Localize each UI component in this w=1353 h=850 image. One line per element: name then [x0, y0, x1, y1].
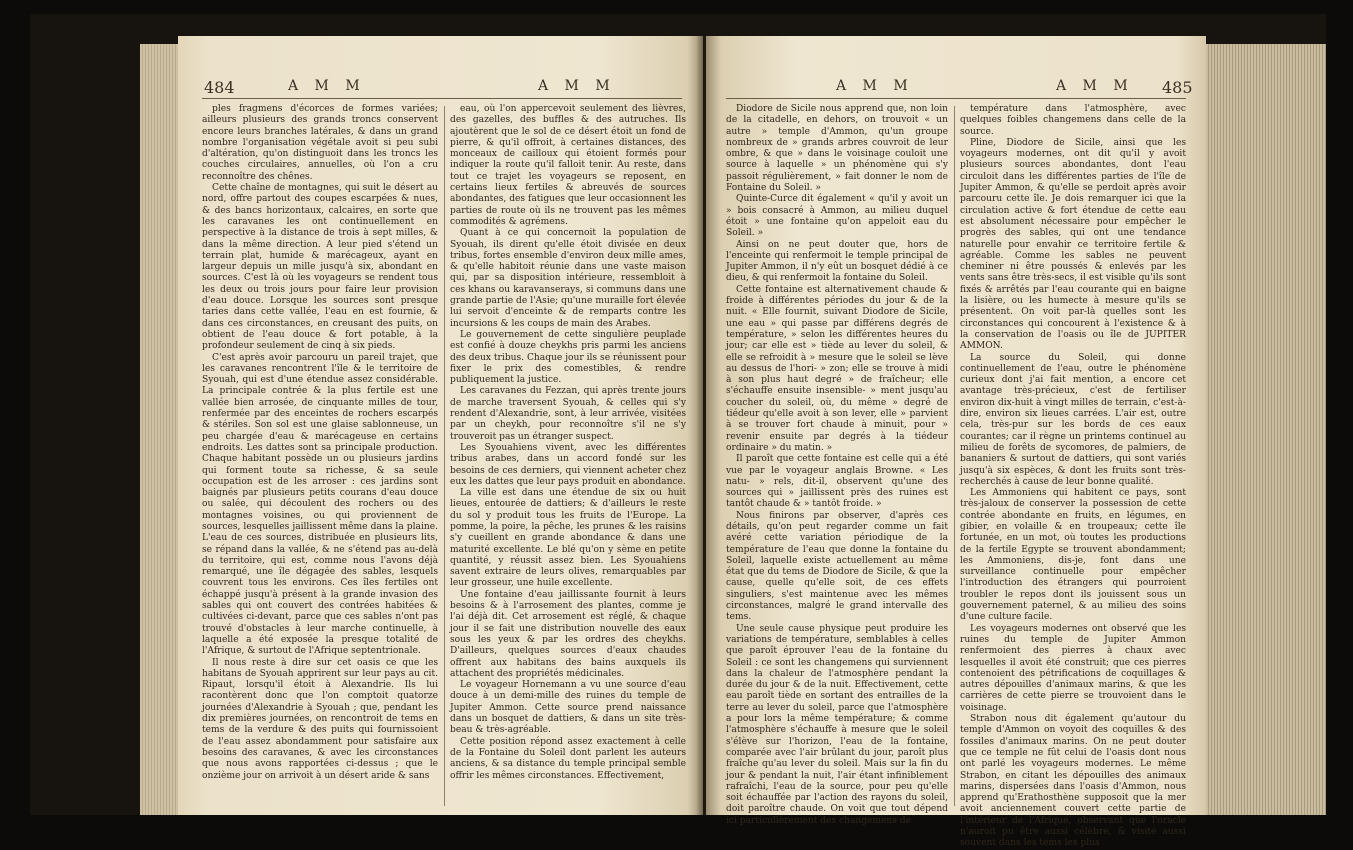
- paragraph: Strabon nous dit également qu'autour du temple d'Ammon on voyoit des coquilles & des fossiles d'animaux marins. On ne peut douter que ce temple ne fût celui de l'oasis dont nous ont parlé les voyageurs modernes. Le même Strabon, en citant les dépouilles des animaux marins, dispersées dans l'oasis d'Ammon, nous apprend qu'Erathosthène supposoit que la mer avoit anciennement couvert cette partie de l'intérieur de l'Afrique, observant que l'oracle n'auroit pu être aussi célèbre, & visité aussi souvent dans les tems les plus: [960, 714, 1186, 849]
- header-rule-right: [726, 98, 1186, 99]
- paragraph: C'est après avoir parcouru un pareil trajet, que les caravanes rencontrent l'île & le territoire de Syouah, qui est d'une étendue assez considérable. La principale contrée & la plus fertile est une vallée bien arrosée, de cinquante milles de tour, renfermée par des enceintes de rochers escarpés & stériles. Son sol est une glaise sablonneuse, un peu chargée d'eau & marécageuse en certains endroits. Les dattes sont sa principale production. Chaque habitant possède un ou plusieurs jardins qui forment toute sa richesse, & sa seule occupation est de les arroser : ces jardins sont baignés par plusieurs petits courans d'eau douce ou salée, qui découlent des rochers ou des montagnes voisines, ou qui proviennent de sources, lesquelles jaillissent même dans la plaine. L'eau de ces sources, distribuée en plusieurs lits, se répand dans la vallée, & ne s'étend pas au-delà du territoire, qui est, comme nous l'avons déjà remarqué, une île dégagée des sables, lesquels couvrent tous les environs. Ces îles fertiles ont échappé jusqu'à présent à la grande invasion des sables qui ont couvert des contrées habitées & cultivées ci-devant, parce que ces sables n'ont pas trouvé d'obstacles à leur marche continuelle, à laquelle a été exposée la presque totalité de l'Afrique, & surtout de l'Afrique septentrionale.: [202, 352, 438, 657]
- paragraph: Cette chaîne de montagnes, qui suit le désert au nord, offre partout des coupes escarpées & nues, & des bancs horizontaux, calcaires, en sorte que les caravanes les ont continuellement en perspective à la distance de trois à sept milles, & dans la même direction. A leur pied s'étend un terrain plat, humide & marécageux, ayant en largeur depuis un mille jusqu'à six, abondant en sources. C'est là où les voyageurs se rendent tous les deux ou trois jours pour faire leur provision d'eau douce. Lorsque les sources sont presque taries dans cette vallée, l'eau en est fournie, & dans ces circonstances, en creusant des puits, on obtient de l'eau douce & fort potable, à la profondeur seulement de cinq à six pieds.: [202, 183, 438, 352]
- paragraph: Cette fontaine est alternativement chaude & froide à différentes périodes du jour & de la nuit. « Elle fournit, suivant Diodore de Sicile, une eau » qui passe par différens degrés de température, » selon les différentes heures du jour; car elle est » tiède au lever du soleil, & elle se refroidit à » mesure que le soleil se lève au dessus de l'hori- » zon; elle se trouve à midi à son plus haut degré » de fraîcheur; elle s'échauffe ensuite insensible- » ment jusqu'au coucher du soleil, où, du même » degré de tiédeur qu'elle avoit à son lever, elle » parvient à se trouver fort chaude à minuit, pour » revenir ensuite par degrés à la tiédeur ordinaire » du matin. »: [726, 284, 948, 453]
- paragraph: ples fragmens d'écorces de formes variées; ailleurs plusieurs des grands troncs conservent encore leurs branches latérales, & dans un grand nombre l'organisation végétale avoit si peu subi d'altération, qu'on distinguoit dans les troncs les couches circulaires, annuelles, où l'on a cru reconnoître des chênes.: [202, 104, 438, 182]
- paragraph: Une seule cause physique peut produire les variations de température, semblables à celles que paroît éprouver l'eau de la fontaine du Soleil : ce sont les changemens qui surviennent dans la chaleur de l'atmosphère pendant la durée du jour & de la nuit. Effectivement, cette eau paroît tiède en sortant des entrailles de la terre au lever du soleil, parce que l'atmosphère a pour lors la même température; & comme l'atmosphère s'échauffe à mesure que le soleil s'élève sur l'horizon, l'eau de la fontaine, comparée avec l'air brûlant du jour, paroît plus fraîche qu'au lever du soleil. Mais sur la fin du jour & pendant la nuit, l'air étant infiniblement rafraîchi, l'eau de la source, pour peu qu'elle soit échauffée par l'action des rayons du soleil, doit paroître chaude. On voit que tout dépend ici particulièrement des changemens de: [726, 623, 948, 826]
- paragraph: Le voyageur Hornemann a vu une source d'eau douce à un demi-mille des ruines du temple de Jupiter Ammon. Cette source prend naissance dans un bosquet de dattiers, & dans un site très-beau & très-agréable.: [450, 680, 686, 736]
- header-rule-left: [202, 98, 682, 99]
- right-page-edges: [1206, 44, 1326, 815]
- paragraph: Le gouvernement de cette singulière peuplade est confié à douze cheykhs pris parmi les anciens des deux tribus. Chaque jour ils se réunissent pour fixer le prix des comestibles, & rendre publiquement la justice.: [450, 329, 686, 386]
- paragraph: Nous finirons par observer, d'après ces détails, qu'on peut regarder comme un fait avéré cette variation périodique de la température de l'eau que donne la fontaine du Soleil, laquelle existe actuellement au même état que du tems de Diodore de Sicile, & que la cause, quelle qu'elle soit, de ces effets singuliers, s'est maintenue avec les mêmes circonstances, malgré le grand intervalle des tems.: [726, 510, 948, 623]
- left-page-column-1: [202, 104, 438, 814]
- column-divider-right: [954, 106, 955, 806]
- right-page-column-2: [960, 104, 1186, 849]
- running-head-right-2: A M M: [1056, 78, 1134, 94]
- paragraph: Les Ammoniens qui habitent ce pays, sont très-jaloux de conserver la possession de cette contrée abondante en fruits, en légumes, en gibier, en volaille & en troupeaux; cette île fortunée, en un mot, où toutes les productions de la fertile Egypte se trouvent abondamment; les Ammoniens, dis-je, font dans une surveillance continuelle pour empêcher l'introduction des étrangers qui pourroient troubler le repos dont ils jouissent sous un gouvernement paternel, & au milieu des soins d'une culture facile.: [960, 488, 1186, 623]
- paragraph: eau, où l'on appercevoit seulement des lièvres, des gazelles, des buffles & des autruches. Ils ajoutèrent que le sol de ce désert étoit un fond de pierre, & qu'il offroit, à certaines distances, des monceaux de cailloux qui étoient formés pour indiquer la route qu'il falloit tenir. Au reste, dans tout ce trajet les voyageurs se reposent, en certains lieux fertiles & abreuvés de sources abondantes, des fatigues que leur occasionnent les parties de route où ils ne trouvent pas les mêmes commodités & agrémens.: [450, 104, 686, 227]
- left-page-column-2: [450, 104, 686, 814]
- paragraph: Il paroît que cette fontaine est celle qui a été vue par le voyageur anglais Browne. « Les natu- » rels, dit-il, observent qu'une des sources qui » jaillissent près des ruines est tantôt chaude & » tantôt froide. »: [726, 454, 948, 510]
- paragraph: température dans l'atmosphère, avec quelques foibles changemens dans celle de la source.: [960, 104, 1186, 137]
- paragraph: La ville est dans une étendue de six ou huit lieues, entourée de dattiers; & d'ailleurs le reste du sol y produit tous les fruits de l'Europe. La pomme, la poire, la pêche, les prunes & les raisins s'y cueillent en grande abondance & dans une maturité excellente. Le blé qu'on y sème en petite quantité, y réussit assez bien. Les Syouahiens savent extraire de leurs olives, remarquables par leur grosseur, une huile excellente.: [450, 488, 686, 589]
- paragraph: Une fontaine d'eau jaillissante fournit à leurs besoins & à l'arrosement des plantes, comme je l'ai déjà dit. Cet arrosement est réglé, & chaque jour il se fait une distribution nouvelle des eaux sous les yeux & par les ordres des cheykhs. D'ailleurs, quelques sources d'eaux chaudes offrent aux habitans des bains auxquels ils attachent des propriétés médicinales.: [450, 589, 686, 679]
- column-divider-left: [444, 106, 445, 806]
- left-page: [178, 36, 703, 815]
- running-head-right-1: A M M: [836, 78, 914, 94]
- running-head-left-2: A M M: [538, 78, 616, 94]
- paragraph: Il nous reste à dire sur cet oasis ce que les habitans de Syouah apprirent sur leur pays au cit. Ripaut, lorsqu'il étoit à Alexandrie. Ils lui racontèrent donc que l'on comptoit quatorze journées d'Alexandrie à Syouah ; que, pendant les dix premières journées, on rencontroit de tems en tems de la verdure & des puits qui fournissoient de l'eau assez abondamment pour satisfaire aux besoins des caravanes, & avec les circonstances que nous avons rapportées ci-dessus ; que le onzième jour on arrivoit à un désert aride & sans: [202, 657, 438, 781]
- page-number-left: 484: [204, 78, 235, 97]
- book-spread: [30, 14, 1326, 849]
- paragraph: Cette position répond assez exactement à celle de la Fontaine du Soleil dont parlent les auteurs anciens, & sa distance du temple principal semble offrir les mêmes circonstances. Effectivement,: [450, 736, 686, 781]
- paragraph: Les Syouahiens vivent, avec les différentes tribus arabes, dans un accord fondé sur les besoins de ces derniers, qui viennent acheter chez eux les dattes que leur pays produit en abondance.: [450, 442, 686, 487]
- paragraph: La source du Soleil, qui donne continuellement de l'eau, outre le phénomène curieux dont j'ai fait mention, a encore cet avantage très-précieux, c'est de fertiliser environ dix-huit à vingt milles de terrain, c'est-à-dire, environ six lieues carrées. L'air est, outre cela, très-pur sur les bords de ces eaux courantes; car il règne un printems continuel au milieu de forêts de sycomores, de palmiers, de bananiers & surtout de dattiers, qui sont variés jusqu'à six espèces, & dont les fruits sont très-recherchés à cause de leur bonne qualité.: [960, 352, 1186, 487]
- left-page-edges: [140, 44, 178, 815]
- right-page: [706, 36, 1206, 849]
- running-head-left-1: A M M: [288, 78, 366, 94]
- paragraph: Diodore de Sicile nous apprend que, non loin de la citadelle, en dehors, on trouvoit « un autre » temple d'Ammon, qu'un groupe nombreux de » grands arbres couvroit de leur ombre, & que » dans le voisinage couloit une source à laquelle » un phénomène qui s'y passoit régulièrement, » fait donner le nom de Fontaine du Soleil. »: [726, 104, 948, 194]
- paragraph: Les voyageurs modernes ont observé que les ruines du temple de Jupiter Ammon renfermoient des pierres à chaux avec lesquelles il avoit été construit; que ces pierres contenoient des pétrifications de coquillages & autres dépouilles d'animaux marins, & que les carrières de cette pierre se trouvoient dans le voisinage.: [960, 623, 1186, 713]
- paragraph: Quant à ce qui concernoit la population de Syouah, ils dirent qu'elle étoit divisée en deux tribus, fortes ensemble d'environ deux mille ames, & qu'elle habitoit réunie dans une vaste maison qui, par sa disposition intérieure, ressembloit à ces khans ou karavanserays, si communs dans une grande partie de l'Asie; qu'une muraille fort élevée lui servoit d'enceinte & de remparts contre les incursions & les coups de main des Arabes.: [450, 228, 686, 329]
- paragraph: Ainsi on ne peut douter que, hors de l'enceinte qui renfermoit le temple principal de Jupiter Ammon, il n'y eût un bosquet dédié à ce dieu, & qui renfermoit la fontaine du Soleil.: [726, 239, 948, 284]
- paragraph: Les caravanes du Fezzan, qui après trente jours de marche traversent Syouah, & celles qui s'y rendent d'Alexandrie, sont, à leur arrivée, visitées par un cheykh, pour reconnoître s'il ne s'y trouveroit pas un étranger suspect.: [450, 386, 686, 442]
- paragraph: Quinte-Curce dit également « qu'il y avoit un » bois consacré à Ammon, au milieu duquel étoit » une fontaine qu'on appeloit eau du Soleil. »: [726, 194, 948, 239]
- page-number-right: 485: [1162, 78, 1193, 97]
- right-page-column-1: [726, 104, 948, 826]
- paragraph: Pline, Diodore de Sicile, ainsi que les voyageurs modernes, ont dit qu'il y avoit plusieurs sources abondantes, dont l'eau circuloit dans les différentes parties de l'île de Jupiter Ammon, & qu'elle se perdoit après avoir parcouru cette île. Je dois remarquer ici que la circulation active & fort étendue de cette eau est absolument nécessaire pour empêcher le progrès des sables, qui ont une tendance naturelle pour envahir ce territoire fertile & agréable. Comme les sables ne peuvent cheminer ni être poussés & enlevés par les vents sans être très-secs, il est visible qu'ils sont fixés & arrêtés par l'eau courante qui en baigne la lisière, ou les humecte à mesure qu'ils se présentent. On voit par-là quelles sont les circonstances qui concourent à l'existence & à la conservation de l'oasis ou île de JUPITER AMMON.: [960, 137, 1186, 352]
